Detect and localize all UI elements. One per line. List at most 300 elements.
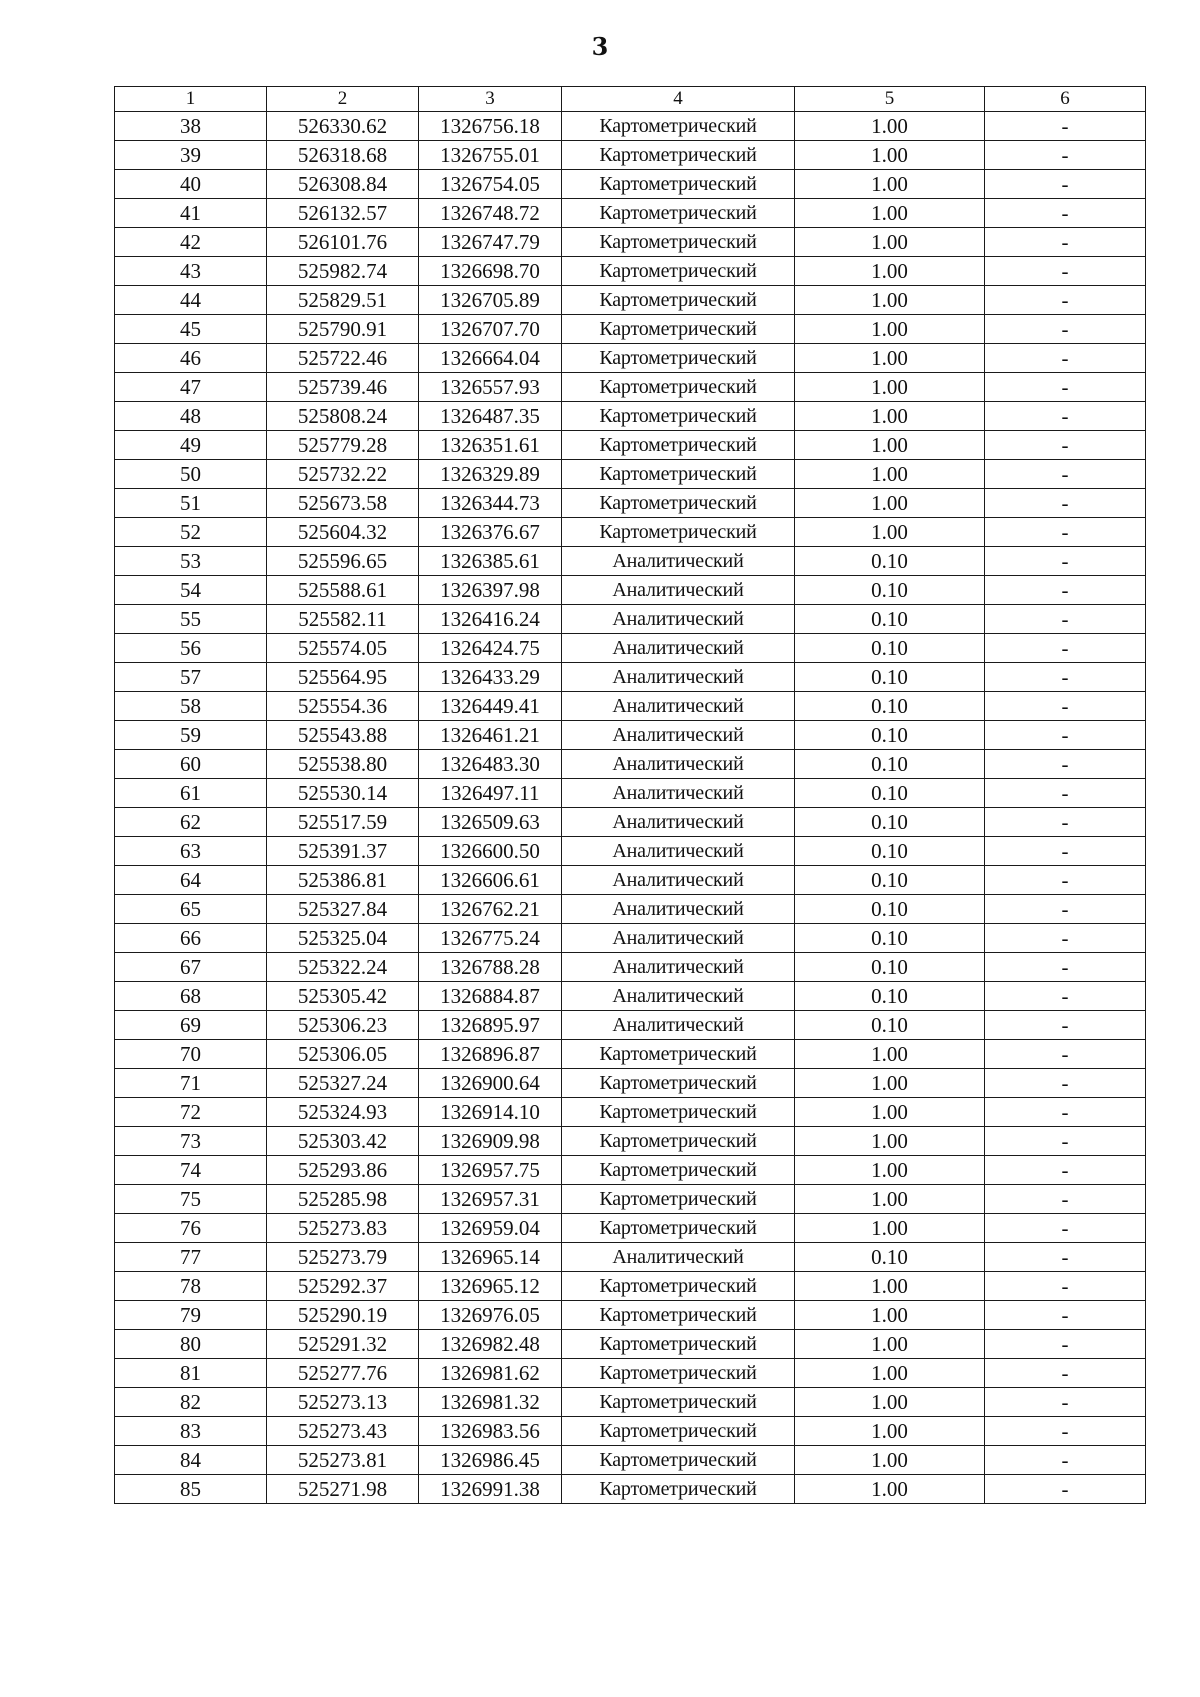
cell-x: 526101.76 xyxy=(267,228,419,257)
table-row xyxy=(115,344,1146,373)
cell-x: 525273.43 xyxy=(267,1417,419,1446)
cell-point-number: 72 xyxy=(115,1098,267,1127)
cell-x: 525290.19 xyxy=(267,1301,419,1330)
table-row xyxy=(115,866,1146,895)
cell-point-number: 75 xyxy=(115,1185,267,1214)
cell-description: - xyxy=(985,576,1146,605)
page-number: 3 xyxy=(591,32,609,61)
cell-y: 1326991.38 xyxy=(419,1475,562,1504)
cell-description: - xyxy=(985,199,1146,228)
table-row xyxy=(115,779,1146,808)
cell-description: - xyxy=(985,866,1146,895)
cell-x: 525808.24 xyxy=(267,402,419,431)
cell-point-number: 67 xyxy=(115,953,267,982)
cell-x: 525325.04 xyxy=(267,924,419,953)
table-row xyxy=(115,228,1146,257)
cell-x: 525324.93 xyxy=(267,1098,419,1127)
cell-y: 1326959.04 xyxy=(419,1214,562,1243)
cell-description: - xyxy=(985,895,1146,924)
column-header-method: 4 xyxy=(562,87,795,112)
table-row xyxy=(115,663,1146,692)
cell-y: 1326509.63 xyxy=(419,808,562,837)
cell-description: - xyxy=(985,1185,1146,1214)
cell-accuracy: 1.00 xyxy=(795,1301,985,1330)
cell-method: Картометрический xyxy=(562,344,795,373)
cell-x: 525293.86 xyxy=(267,1156,419,1185)
table-row xyxy=(115,721,1146,750)
cell-y: 1326986.45 xyxy=(419,1446,562,1475)
cell-accuracy: 1.00 xyxy=(795,431,985,460)
cell-y: 1326416.24 xyxy=(419,605,562,634)
cell-accuracy: 1.00 xyxy=(795,112,985,141)
cell-y: 1326981.62 xyxy=(419,1359,562,1388)
cell-accuracy: 1.00 xyxy=(795,257,985,286)
table-row xyxy=(115,1272,1146,1301)
cell-method: Картометрический xyxy=(562,1214,795,1243)
table-row xyxy=(115,895,1146,924)
cell-point-number: 57 xyxy=(115,663,267,692)
cell-description: - xyxy=(985,228,1146,257)
table-row xyxy=(115,199,1146,228)
cell-point-number: 71 xyxy=(115,1069,267,1098)
cell-accuracy: 1.00 xyxy=(795,373,985,402)
cell-point-number: 81 xyxy=(115,1359,267,1388)
cell-description: - xyxy=(985,982,1146,1011)
cell-point-number: 51 xyxy=(115,489,267,518)
cell-x: 525306.05 xyxy=(267,1040,419,1069)
cell-y: 1326424.75 xyxy=(419,634,562,663)
cell-description: - xyxy=(985,315,1146,344)
table-row xyxy=(115,1359,1146,1388)
cell-y: 1326707.70 xyxy=(419,315,562,344)
cell-x: 525588.61 xyxy=(267,576,419,605)
table-row xyxy=(115,576,1146,605)
column-header-y: 3 xyxy=(419,87,562,112)
cell-method: Аналитический xyxy=(562,808,795,837)
cell-y: 1326433.29 xyxy=(419,663,562,692)
cell-method: Аналитический xyxy=(562,866,795,895)
cell-x: 526318.68 xyxy=(267,141,419,170)
cell-y: 1326351.61 xyxy=(419,431,562,460)
cell-accuracy: 0.10 xyxy=(795,605,985,634)
cell-y: 1326606.61 xyxy=(419,866,562,895)
cell-description: - xyxy=(985,1127,1146,1156)
cell-y: 1326748.72 xyxy=(419,199,562,228)
cell-point-number: 69 xyxy=(115,1011,267,1040)
table-row xyxy=(115,257,1146,286)
cell-y: 1326981.32 xyxy=(419,1388,562,1417)
cell-y: 1326756.18 xyxy=(419,112,562,141)
cell-x: 525582.11 xyxy=(267,605,419,634)
cell-accuracy: 0.10 xyxy=(795,924,985,953)
cell-accuracy: 0.10 xyxy=(795,721,985,750)
cell-accuracy: 0.10 xyxy=(795,895,985,924)
cell-y: 1326965.12 xyxy=(419,1272,562,1301)
cell-x: 525596.65 xyxy=(267,547,419,576)
cell-accuracy: 0.10 xyxy=(795,866,985,895)
cell-accuracy: 0.10 xyxy=(795,547,985,576)
cell-accuracy: 1.00 xyxy=(795,1214,985,1243)
cell-point-number: 74 xyxy=(115,1156,267,1185)
cell-point-number: 84 xyxy=(115,1446,267,1475)
cell-point-number: 47 xyxy=(115,373,267,402)
cell-accuracy: 1.00 xyxy=(795,460,985,489)
cell-method: Картометрический xyxy=(562,112,795,141)
cell-y: 1326896.87 xyxy=(419,1040,562,1069)
column-header-accuracy: 5 xyxy=(795,87,985,112)
cell-point-number: 76 xyxy=(115,1214,267,1243)
cell-y: 1326754.05 xyxy=(419,170,562,199)
table-row xyxy=(115,1388,1146,1417)
cell-accuracy: 1.00 xyxy=(795,1388,985,1417)
cell-point-number: 39 xyxy=(115,141,267,170)
cell-point-number: 70 xyxy=(115,1040,267,1069)
cell-description: - xyxy=(985,1011,1146,1040)
cell-description: - xyxy=(985,924,1146,953)
cell-accuracy: 0.10 xyxy=(795,837,985,866)
cell-accuracy: 1.00 xyxy=(795,286,985,315)
cell-x: 525543.88 xyxy=(267,721,419,750)
cell-method: Картометрический xyxy=(562,1127,795,1156)
cell-x: 525292.37 xyxy=(267,1272,419,1301)
cell-description: - xyxy=(985,750,1146,779)
cell-y: 1326705.89 xyxy=(419,286,562,315)
cell-accuracy: 1.00 xyxy=(795,1098,985,1127)
cell-point-number: 80 xyxy=(115,1330,267,1359)
cell-description: - xyxy=(985,779,1146,808)
cell-method: Картометрический xyxy=(562,373,795,402)
cell-description: - xyxy=(985,953,1146,982)
cell-x: 525285.98 xyxy=(267,1185,419,1214)
cell-x: 525790.91 xyxy=(267,315,419,344)
table-row xyxy=(115,402,1146,431)
cell-y: 1326900.64 xyxy=(419,1069,562,1098)
cell-y: 1326557.93 xyxy=(419,373,562,402)
cell-method: Аналитический xyxy=(562,779,795,808)
cell-method: Аналитический xyxy=(562,924,795,953)
cell-x: 526132.57 xyxy=(267,199,419,228)
cell-method: Аналитический xyxy=(562,895,795,924)
cell-description: - xyxy=(985,286,1146,315)
cell-x: 525303.42 xyxy=(267,1127,419,1156)
cell-y: 1326600.50 xyxy=(419,837,562,866)
cell-method: Картометрический xyxy=(562,1069,795,1098)
cell-x: 525271.98 xyxy=(267,1475,419,1504)
cell-description: - xyxy=(985,692,1146,721)
cell-method: Картометрический xyxy=(562,1330,795,1359)
table-row xyxy=(115,1214,1146,1243)
cell-method: Картометрический xyxy=(562,141,795,170)
cell-point-number: 77 xyxy=(115,1243,267,1272)
cell-method: Картометрический xyxy=(562,489,795,518)
cell-description: - xyxy=(985,1301,1146,1330)
cell-x: 525538.80 xyxy=(267,750,419,779)
cell-method: Аналитический xyxy=(562,1243,795,1272)
cell-method: Аналитический xyxy=(562,837,795,866)
cell-description: - xyxy=(985,1243,1146,1272)
cell-accuracy: 1.00 xyxy=(795,228,985,257)
cell-y: 1326747.79 xyxy=(419,228,562,257)
cell-accuracy: 1.00 xyxy=(795,1156,985,1185)
cell-accuracy: 1.00 xyxy=(795,199,985,228)
cell-accuracy: 1.00 xyxy=(795,1330,985,1359)
cell-y: 1326483.30 xyxy=(419,750,562,779)
cell-y: 1326487.35 xyxy=(419,402,562,431)
coordinates-table xyxy=(114,86,1146,1504)
cell-method: Картометрический xyxy=(562,199,795,228)
cell-point-number: 63 xyxy=(115,837,267,866)
table-row xyxy=(115,1301,1146,1330)
table-row xyxy=(115,489,1146,518)
cell-y: 1326895.97 xyxy=(419,1011,562,1040)
cell-point-number: 40 xyxy=(115,170,267,199)
cell-point-number: 42 xyxy=(115,228,267,257)
cell-method: Картометрический xyxy=(562,170,795,199)
cell-description: - xyxy=(985,141,1146,170)
cell-method: Аналитический xyxy=(562,576,795,605)
cell-accuracy: 1.00 xyxy=(795,141,985,170)
cell-accuracy: 1.00 xyxy=(795,1446,985,1475)
table-row xyxy=(115,605,1146,634)
cell-method: Аналитический xyxy=(562,663,795,692)
cell-description: - xyxy=(985,1388,1146,1417)
cell-point-number: 45 xyxy=(115,315,267,344)
cell-description: - xyxy=(985,721,1146,750)
table-row xyxy=(115,1185,1146,1214)
cell-x: 525277.76 xyxy=(267,1359,419,1388)
cell-accuracy: 1.00 xyxy=(795,518,985,547)
cell-point-number: 60 xyxy=(115,750,267,779)
cell-method: Картометрический xyxy=(562,1272,795,1301)
cell-x: 525291.32 xyxy=(267,1330,419,1359)
cell-description: - xyxy=(985,837,1146,866)
cell-method: Картометрический xyxy=(562,1040,795,1069)
cell-x: 526330.62 xyxy=(267,112,419,141)
table-row xyxy=(115,170,1146,199)
cell-accuracy: 0.10 xyxy=(795,1243,985,1272)
cell-method: Картометрический xyxy=(562,1301,795,1330)
cell-point-number: 64 xyxy=(115,866,267,895)
cell-y: 1326344.73 xyxy=(419,489,562,518)
cell-point-number: 65 xyxy=(115,895,267,924)
cell-point-number: 54 xyxy=(115,576,267,605)
cell-accuracy: 1.00 xyxy=(795,1127,985,1156)
cell-method: Картометрический xyxy=(562,1417,795,1446)
table-row xyxy=(115,982,1146,1011)
table-row xyxy=(115,547,1146,576)
cell-point-number: 43 xyxy=(115,257,267,286)
cell-description: - xyxy=(985,808,1146,837)
cell-accuracy: 1.00 xyxy=(795,1417,985,1446)
cell-y: 1326957.31 xyxy=(419,1185,562,1214)
cell-y: 1326449.41 xyxy=(419,692,562,721)
cell-method: Картометрический xyxy=(562,402,795,431)
cell-accuracy: 1.00 xyxy=(795,344,985,373)
cell-x: 525722.46 xyxy=(267,344,419,373)
cell-accuracy: 0.10 xyxy=(795,576,985,605)
cell-x: 525391.37 xyxy=(267,837,419,866)
cell-description: - xyxy=(985,112,1146,141)
cell-description: - xyxy=(985,1359,1146,1388)
cell-y: 1326788.28 xyxy=(419,953,562,982)
cell-method: Аналитический xyxy=(562,605,795,634)
cell-method: Аналитический xyxy=(562,1011,795,1040)
cell-x: 525673.58 xyxy=(267,489,419,518)
cell-point-number: 83 xyxy=(115,1417,267,1446)
table-row xyxy=(115,1417,1146,1446)
cell-method: Картометрический xyxy=(562,431,795,460)
cell-accuracy: 0.10 xyxy=(795,982,985,1011)
table-row xyxy=(115,431,1146,460)
cell-description: - xyxy=(985,663,1146,692)
cell-y: 1326775.24 xyxy=(419,924,562,953)
cell-y: 1326664.04 xyxy=(419,344,562,373)
table-row xyxy=(115,750,1146,779)
cell-x: 525554.36 xyxy=(267,692,419,721)
cell-accuracy: 0.10 xyxy=(795,634,985,663)
cell-y: 1326755.01 xyxy=(419,141,562,170)
cell-accuracy: 0.10 xyxy=(795,1011,985,1040)
cell-point-number: 79 xyxy=(115,1301,267,1330)
cell-method: Картометрический xyxy=(562,1475,795,1504)
cell-accuracy: 1.00 xyxy=(795,1475,985,1504)
cell-x: 525604.32 xyxy=(267,518,419,547)
column-header-point-number: 1 xyxy=(115,87,267,112)
table-row xyxy=(115,953,1146,982)
cell-method: Аналитический xyxy=(562,692,795,721)
table-row xyxy=(115,112,1146,141)
cell-accuracy: 0.10 xyxy=(795,692,985,721)
cell-point-number: 55 xyxy=(115,605,267,634)
cell-y: 1326376.67 xyxy=(419,518,562,547)
cell-point-number: 38 xyxy=(115,112,267,141)
cell-description: - xyxy=(985,170,1146,199)
cell-description: - xyxy=(985,1156,1146,1185)
cell-point-number: 59 xyxy=(115,721,267,750)
cell-accuracy: 0.10 xyxy=(795,953,985,982)
cell-point-number: 73 xyxy=(115,1127,267,1156)
cell-method: Картометрический xyxy=(562,315,795,344)
cell-method: Картометрический xyxy=(562,1185,795,1214)
table-row xyxy=(115,1243,1146,1272)
cell-x: 526308.84 xyxy=(267,170,419,199)
cell-y: 1326329.89 xyxy=(419,460,562,489)
cell-y: 1326698.70 xyxy=(419,257,562,286)
cell-point-number: 56 xyxy=(115,634,267,663)
cell-x: 525305.42 xyxy=(267,982,419,1011)
cell-x: 525982.74 xyxy=(267,257,419,286)
cell-method: Картометрический xyxy=(562,1388,795,1417)
cell-point-number: 44 xyxy=(115,286,267,315)
table-row xyxy=(115,460,1146,489)
cell-point-number: 53 xyxy=(115,547,267,576)
table-row xyxy=(115,924,1146,953)
cell-point-number: 62 xyxy=(115,808,267,837)
table-header xyxy=(115,87,1146,112)
cell-x: 525306.23 xyxy=(267,1011,419,1040)
cell-y: 1326461.21 xyxy=(419,721,562,750)
table-row xyxy=(115,1330,1146,1359)
column-header-description: 6 xyxy=(985,87,1146,112)
cell-accuracy: 1.00 xyxy=(795,1069,985,1098)
cell-x: 525574.05 xyxy=(267,634,419,663)
cell-x: 525829.51 xyxy=(267,286,419,315)
cell-point-number: 41 xyxy=(115,199,267,228)
cell-x: 525517.59 xyxy=(267,808,419,837)
cell-description: - xyxy=(985,634,1146,663)
cell-description: - xyxy=(985,605,1146,634)
cell-point-number: 50 xyxy=(115,460,267,489)
cell-x: 525739.46 xyxy=(267,373,419,402)
cell-accuracy: 0.10 xyxy=(795,750,985,779)
cell-point-number: 68 xyxy=(115,982,267,1011)
cell-x: 525779.28 xyxy=(267,431,419,460)
cell-method: Картометрический xyxy=(562,1359,795,1388)
cell-point-number: 58 xyxy=(115,692,267,721)
cell-description: - xyxy=(985,1040,1146,1069)
cell-point-number: 46 xyxy=(115,344,267,373)
table-row xyxy=(115,692,1146,721)
cell-point-number: 85 xyxy=(115,1475,267,1504)
table-row xyxy=(115,1475,1146,1504)
cell-x: 525273.79 xyxy=(267,1243,419,1272)
cell-description: - xyxy=(985,1417,1146,1446)
cell-point-number: 66 xyxy=(115,924,267,953)
cell-accuracy: 1.00 xyxy=(795,1272,985,1301)
cell-accuracy: 1.00 xyxy=(795,402,985,431)
table-row xyxy=(115,1040,1146,1069)
cell-method: Картометрический xyxy=(562,460,795,489)
cell-point-number: 48 xyxy=(115,402,267,431)
cell-y: 1326976.05 xyxy=(419,1301,562,1330)
table-row xyxy=(115,286,1146,315)
table-row xyxy=(115,837,1146,866)
cell-description: - xyxy=(985,460,1146,489)
cell-y: 1326965.14 xyxy=(419,1243,562,1272)
cell-x: 525273.83 xyxy=(267,1214,419,1243)
cell-description: - xyxy=(985,1446,1146,1475)
cell-method: Картометрический xyxy=(562,1098,795,1127)
cell-accuracy: 1.00 xyxy=(795,170,985,199)
cell-y: 1326397.98 xyxy=(419,576,562,605)
cell-method: Картометрический xyxy=(562,286,795,315)
header-row xyxy=(115,87,1146,112)
cell-description: - xyxy=(985,431,1146,460)
cell-x: 525564.95 xyxy=(267,663,419,692)
cell-y: 1326983.56 xyxy=(419,1417,562,1446)
table-row xyxy=(115,634,1146,663)
cell-method: Картометрический xyxy=(562,1156,795,1185)
cell-description: - xyxy=(985,257,1146,286)
cell-y: 1326914.10 xyxy=(419,1098,562,1127)
cell-accuracy: 1.00 xyxy=(795,1185,985,1214)
cell-accuracy: 0.10 xyxy=(795,808,985,837)
cell-x: 525273.81 xyxy=(267,1446,419,1475)
cell-accuracy: 1.00 xyxy=(795,1040,985,1069)
cell-point-number: 82 xyxy=(115,1388,267,1417)
cell-method: Аналитический xyxy=(562,953,795,982)
cell-description: - xyxy=(985,1272,1146,1301)
cell-method: Аналитический xyxy=(562,721,795,750)
cell-accuracy: 0.10 xyxy=(795,663,985,692)
table-row xyxy=(115,808,1146,837)
cell-method: Картометрический xyxy=(562,228,795,257)
cell-accuracy: 1.00 xyxy=(795,489,985,518)
cell-x: 525327.24 xyxy=(267,1069,419,1098)
table-body xyxy=(115,112,1146,1504)
table-row xyxy=(115,1156,1146,1185)
table-row xyxy=(115,315,1146,344)
